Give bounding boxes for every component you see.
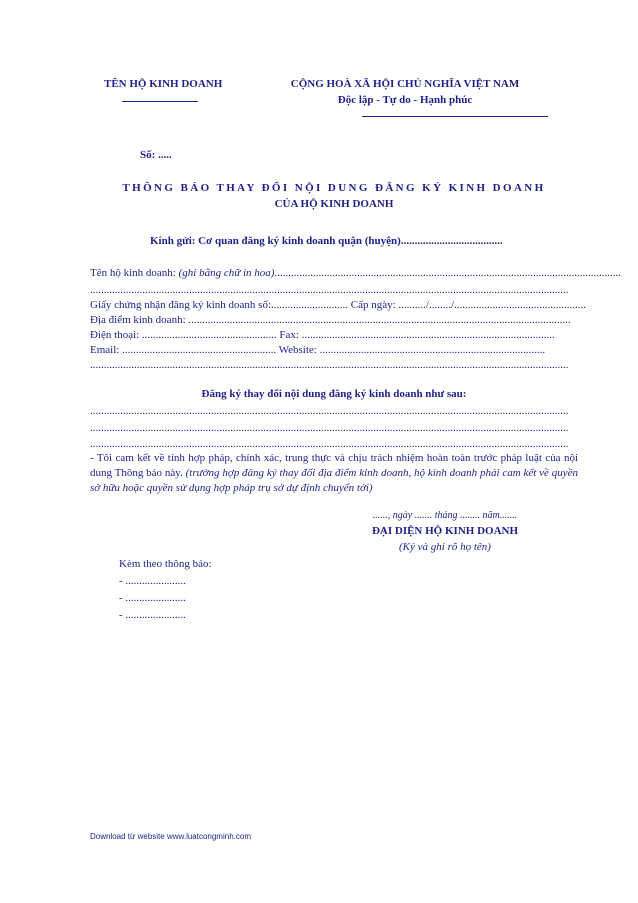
- document-title: THÔNG BÁO THAY ĐỔI NỘI DUNG ĐĂNG KÝ KINH DOANH: [122, 182, 546, 194]
- attachment-item: - ......................: [119, 609, 186, 621]
- email-website-field: Email: ........................................................ Website: ..................................................................................: [90, 344, 546, 356]
- signature-hint: (Ký và ghi rõ họ tên): [399, 541, 491, 553]
- blank-line: ..............................................................................................................................................................................: [90, 359, 569, 371]
- footer-download-link[interactable]: Download từ website www.luatcongminh.com: [90, 832, 251, 841]
- section-title: Đăng ký thay đổi nội dung đăng ký kinh doanh như sau:: [201, 388, 467, 400]
- commitment-text: - Tôi cam kết về tính hợp pháp, chính xác, trung thực và chịu trách nhiệm hoàn toàn trước pháp luật của nội dung Thông báo này.: [90, 452, 578, 479]
- business-name-header: TÊN HỘ KINH DOANH: [104, 78, 223, 90]
- change-line: ..............................................................................................................................................................................: [90, 438, 569, 450]
- header-left-underline: [122, 101, 198, 102]
- attachment-item: - ......................: [119, 592, 186, 604]
- business-name-hint: (ghi bằng chữ in hoa): [178, 267, 275, 279]
- attachment-item: - ......................: [119, 575, 186, 587]
- change-line: ..............................................................................................................................................................................: [90, 405, 569, 417]
- signature-title: ĐẠI DIỆN HỘ KINH DOANH: [371, 525, 519, 537]
- header-right-underline: [362, 116, 548, 117]
- commitment-paragraph: [90, 451, 578, 496]
- blank-line: ..............................................................................................................................................................................: [90, 284, 569, 296]
- certificate-field: Giấy chứng nhận đăng ký kinh doanh số:............................ Cấp ngày: ........../......../................................................: [90, 299, 587, 311]
- commitment-note: (trường hợp đăng ký thay đổi địa điểm kinh doanh, hộ kinh doanh phải cam kết về quyền sở hữu hoặc quyền sử dụng hợp pháp trụ sở dự định chuyển tới): [90, 467, 578, 494]
- business-name-dots: ..............................................................................................................................: [274, 267, 621, 279]
- attachments-label: Kèm theo thông báo:: [119, 558, 212, 570]
- phone-fax-field: Điện thoại: ................................................. Fax: ............................................................................................: [90, 329, 555, 341]
- signature-date: ......, ngày ....... tháng ........ năm.......: [372, 510, 518, 521]
- business-name-label: Tên hộ kinh doanh:: [90, 267, 176, 279]
- recipient-line: Kính gửi: Cơ quan đăng ký kinh doanh quận (huyện).....................................: [150, 235, 503, 247]
- document-subtitle: CỦA HỘ KINH DOANH: [274, 198, 394, 210]
- document-number: Số: .....: [140, 149, 172, 161]
- business-name-field: [90, 266, 621, 280]
- national-motto: Độc lập - Tự do - Hạnh phúc: [337, 94, 473, 106]
- national-title: CỘNG HOÀ XÃ HỘI CHỦ NGHĨA VIỆT NAM: [290, 78, 520, 90]
- change-line: ..............................................................................................................................................................................: [90, 422, 569, 434]
- address-field: Địa điểm kinh doanh: ...........................................................................................................................................: [90, 314, 571, 326]
